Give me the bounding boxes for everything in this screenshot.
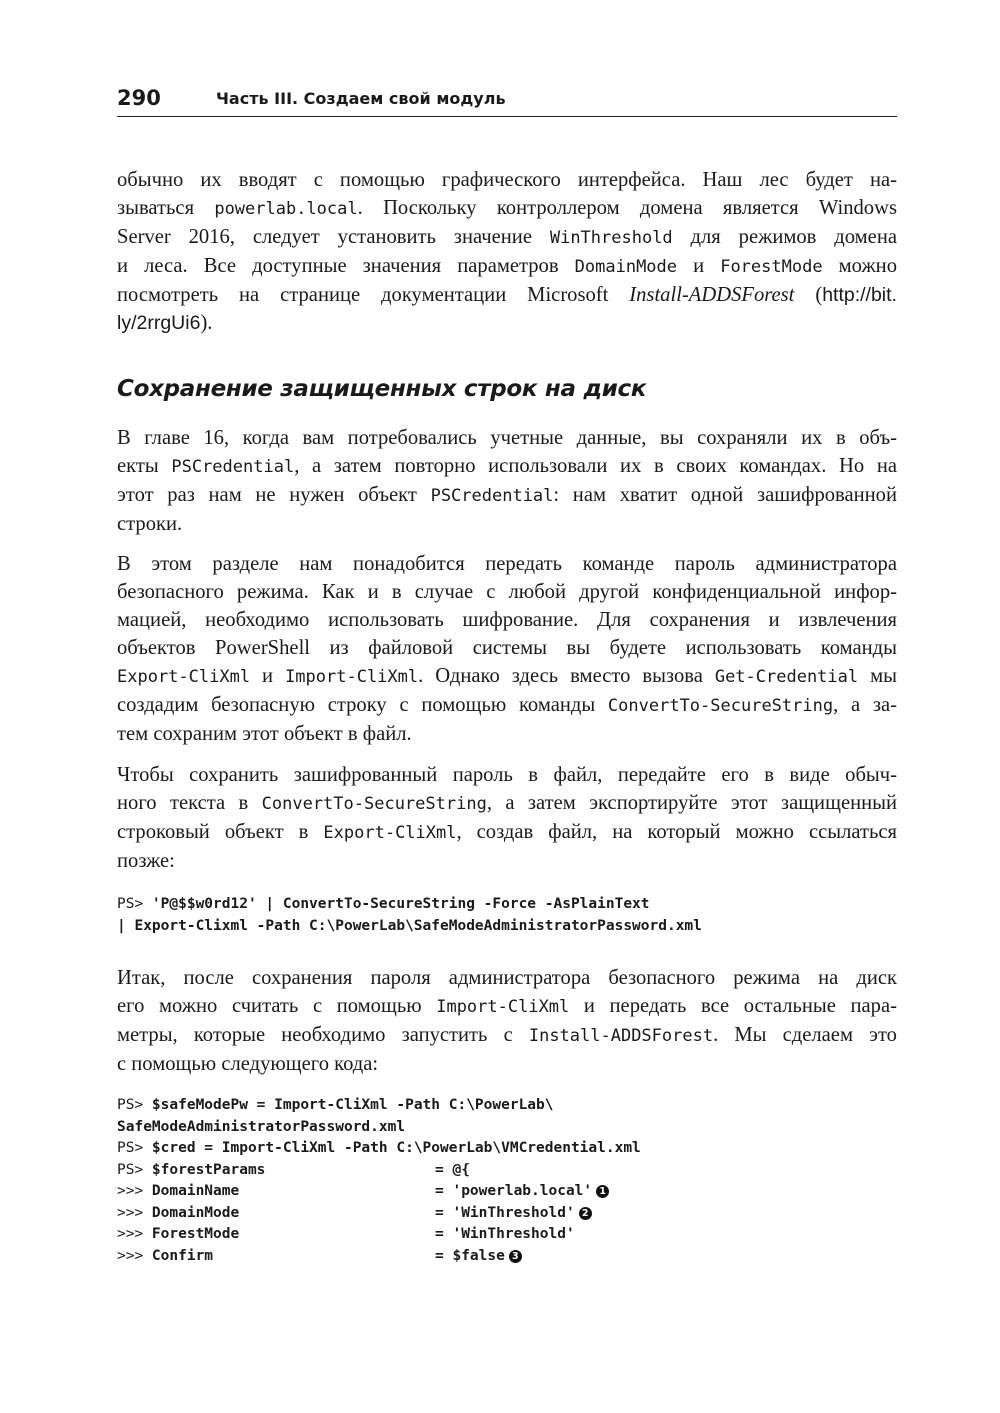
running-title: Часть III. Создаем свой модуль: [216, 89, 506, 108]
code-line: >>> ForestMode = 'WinThreshold': [117, 1226, 575, 1242]
paragraph-forest-name: [117, 166, 897, 337]
inline-code: ForestMode: [720, 257, 823, 277]
callout-marker: 1: [596, 1185, 609, 1198]
text-line: строки.: [117, 513, 183, 535]
page-number: 290: [117, 86, 161, 110]
text-line: строковый объект в Export-CliXml, создав файл, на который можно ссылаться: [117, 821, 897, 843]
url-link[interactable]: http://bit.: [822, 284, 897, 306]
inline-code: WinThreshold: [549, 228, 673, 248]
text-line: мацией, необходимо использовать шифрование. Для сохранения и извлечения: [117, 609, 897, 631]
callout-marker: 3: [509, 1250, 522, 1263]
url-link[interactable]: ly/2rrgUi6: [117, 312, 201, 334]
code-line: >>> DomainName = 'powerlab.local' 1: [117, 1181, 897, 1203]
page-header: [117, 80, 897, 117]
code-line: >>> DomainMode = 'WinThreshold' 2: [117, 1203, 897, 1225]
inline-code: DomainMode: [574, 257, 678, 277]
paragraph-safe-mode: [117, 550, 897, 748]
code-line: >>> Confirm = $false 3: [117, 1246, 897, 1268]
inline-code: Export-CliXml: [117, 667, 251, 687]
paragraph-chapter16: [117, 424, 897, 538]
callout-marker: 2: [579, 1207, 592, 1220]
code-line: | Export-Clixml -Path C:\PowerLab\SafeModeAdministratorPassword.xml: [117, 917, 702, 934]
paragraph-save-password: [117, 761, 897, 875]
text-line: В главе 16, когда вам потребовались учетные данные, вы сохраняли их в объ-: [117, 427, 897, 449]
code-line: PS> $cred = Import-CliXml -Path C:\PowerLab\VMCredential.xml: [117, 1140, 641, 1156]
text-line: и леса. Все доступные значения параметров DomainMode и ForestMode можно: [117, 255, 898, 277]
text-line: Export-CliXml и Import-CliXml. Однако здесь вместо вызова Get-Credential мы: [117, 665, 897, 687]
inline-code: Import-CliXml: [285, 667, 419, 687]
text-line: Итак, после сохранения пароля администратора безопасного режима на диск: [117, 967, 897, 989]
text-line: безопасного режима. Как и в случае с любой другой конфиденциальной инфор-: [117, 581, 897, 603]
inline-code: ConvertTo-SecureString: [607, 696, 834, 716]
code-block-export: [117, 894, 897, 937]
inline-code: Import-CliXml: [436, 997, 570, 1017]
code-line: PS> $forestParams = @{: [117, 1161, 470, 1178]
inline-code: ConvertTo-SecureString: [261, 794, 487, 814]
text-line: обычно их вводят с помощью графического интерфейса. Наш лес будет на-: [117, 169, 897, 191]
text-line: объектов PowerShell из файловой системы вы будете использовать команды: [117, 637, 897, 659]
text-line: Server 2016, следует установить значение WinThreshold для режимов домена: [117, 226, 897, 248]
paragraph-import: [117, 964, 897, 1078]
text-line: зываться powerlab.local. Поскольку контроллером домена является Windows: [117, 197, 897, 219]
text-line: с помощью следующего кода:: [117, 1053, 379, 1075]
text-line: екты PSCredential, а затем повторно использовали их в своих командах. Но на: [117, 455, 897, 477]
text-line: метры, которые необходимо запустить с Install-ADDSForest. Мы сделаем это: [117, 1024, 897, 1046]
text-line: посмотреть на странице документации Microsoft Install-ADDSForest (http://bit.: [117, 284, 897, 306]
section-heading: Сохранение защищенных строк на диск: [117, 376, 647, 402]
text-line: Чтобы сохранить зашифрованный пароль в файл, передайте его в виде обыч-: [117, 764, 897, 786]
text-line: его можно считать с помощью Import-CliXml и передать все остальные пара-: [117, 995, 897, 1017]
inline-code: Get-Credential: [714, 667, 859, 687]
code-line: PS> 'P@$$w0rd12' | ConvertTo-SecureString -Force -AsPlainText: [117, 896, 650, 912]
inline-code: Export-CliXml: [323, 823, 457, 843]
text-line: ly/2rrgUi6).: [117, 312, 213, 334]
code-block-install-forest: [117, 1095, 897, 1267]
inline-code: Install-ADDSForest: [528, 1026, 714, 1046]
text-line: создадим безопасную строку с помощью команды ConvertTo-SecureString, а за-: [117, 694, 897, 716]
text-line: ного текста в ConvertTo-SecureString, а затем экспортируйте этот защищенный: [117, 792, 897, 814]
code-line: SafeModeAdministratorPassword.xml: [117, 1118, 406, 1135]
inline-code: powerlab.local: [214, 199, 358, 219]
text-line: позже:: [117, 850, 175, 872]
inline-code: PSCredential: [171, 457, 295, 477]
inline-code: PSCredential: [430, 486, 554, 506]
doc-title: Install-ADDSForest: [629, 284, 795, 306]
text-line: В этом разделе нам понадобится передать команде пароль администратора: [117, 553, 897, 575]
text-line: тем сохраним этот объект в файл.: [117, 723, 412, 745]
code-line: PS> $safeModePw = Import-CliXml -Path C:\PowerLab\: [117, 1097, 554, 1113]
text-line: этот раз нам не нужен объект PSCredential: нам хватит одной зашифрованной: [117, 484, 897, 506]
